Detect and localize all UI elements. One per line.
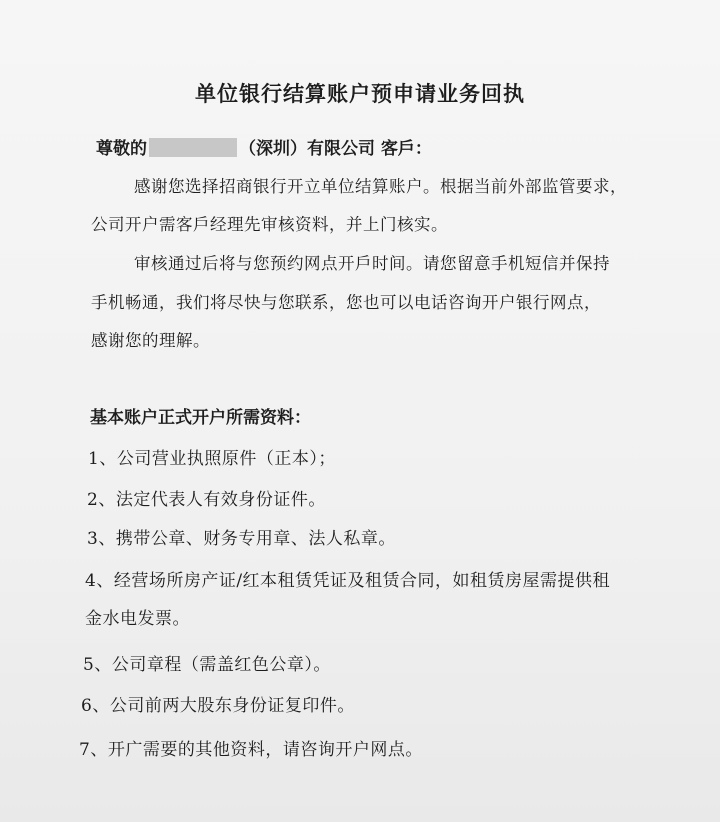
paragraph2-line1: 审核通过后将与您预约网点开戶时间。请您留意手机短信并保持 <box>134 254 610 273</box>
paragraph2-line2: 手机畅通，我们将尽快与您联系，您也可以电话咨询开户银行网点， <box>91 293 601 312</box>
document-title: 单位银行结算账户预申请业务回执 <box>195 81 525 106</box>
requirement-item: 4、经营场所房产证/红本租赁凭证及租赁合同，如租赁房屋需提供租 <box>85 571 611 591</box>
requirement-item: 2、法定代表人有效身份证件。 <box>87 490 326 510</box>
requirement-item: 7、开广需要的其他资料，请咨询开户网点。 <box>79 740 423 760</box>
paragraph1-line1: 感谢您选择招商银行开立单位结算账户。根据当前外部监管要求， <box>134 177 627 196</box>
greeting-prefix: 尊敬的 <box>96 139 147 159</box>
requirement-item: 6、公司前两大股东身份证复印件。 <box>81 696 355 716</box>
paragraph2-line3: 感谢您的理解。 <box>91 331 210 350</box>
requirement-item: 3、携带公章、财务专用章、法人私章。 <box>87 529 396 549</box>
redacted-company-name <box>149 138 237 157</box>
requirement-item: 1、公司营业执照原件（正本）； <box>88 449 336 469</box>
greeting-line <box>96 134 432 159</box>
requirement-item-continued: 金水电发票。 <box>85 609 190 629</box>
requirement-item: 5、公司章程（需盖红色公章）。 <box>83 655 331 675</box>
requirements-heading: 基本账户正式开户所需资料： <box>90 408 311 428</box>
paragraph1-line2: 公司开户需客戶经理先审核资料，并上门核实。 <box>91 215 448 234</box>
greeting-suffix: （深圳）有限公司 客戶： <box>239 139 432 159</box>
